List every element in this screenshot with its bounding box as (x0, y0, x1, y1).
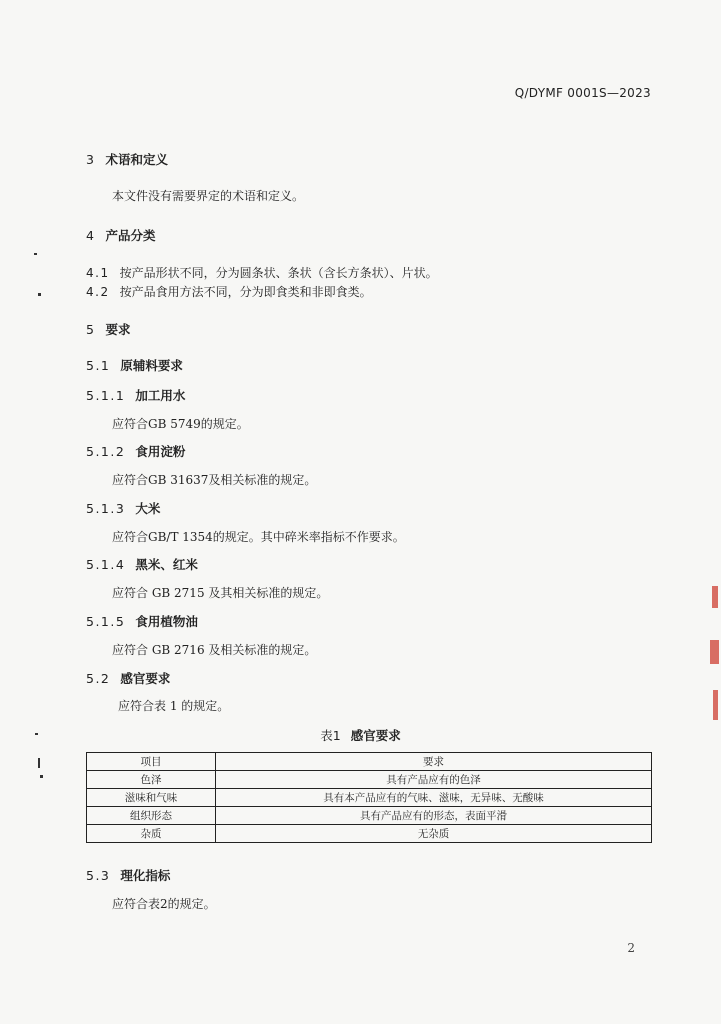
scan-mark (38, 293, 41, 296)
section-5-1-4-body: 应符合 GB 2715 及其相关标准的规定。 (112, 586, 329, 600)
section-5-1-3-heading (86, 499, 160, 517)
table-number: 表1 (320, 728, 341, 743)
section-title: 理化指标 (120, 868, 171, 883)
clause-4-2 (86, 283, 372, 300)
table-cell: 无杂质 (216, 825, 652, 843)
section-number: 5.1.4 (86, 557, 126, 572)
section-4-heading (86, 226, 155, 244)
section-number: 5.1.3 (86, 501, 126, 516)
section-5-3-heading (86, 866, 170, 884)
section-5-1-5-heading (86, 612, 198, 630)
section-number: 5.1.5 (86, 614, 126, 629)
clause-text: 按产品食用方法不同，分为即食类和非即食类。 (119, 285, 372, 299)
section-5-heading (86, 320, 130, 338)
section-5-1-1-body: 应符合GB 5749的规定。 (112, 417, 249, 431)
section-5-1-3-body: 应符合GB/T 1354的规定。其中碎米率指标不作要求。 (112, 530, 405, 544)
section-5-2-heading (86, 669, 170, 687)
section-5-1-5-body: 应符合 GB 2716 及相关标准的规定。 (112, 643, 317, 657)
table-cell: 滋味和气味 (87, 789, 216, 807)
section-title: 食用淀粉 (135, 444, 186, 459)
table-1-caption (0, 726, 721, 744)
section-title: 要求 (105, 322, 131, 337)
seal-edge-mark (712, 586, 718, 608)
table-cell: 具有本产品应有的气味、滋味，无异味、无酸味 (216, 789, 652, 807)
section-number: 5.1 (86, 358, 111, 373)
scan-mark (40, 775, 43, 778)
table-header-cell: 项目 (87, 753, 216, 771)
section-title: 术语和定义 (105, 152, 168, 167)
table-cell: 具有产品应有的色泽 (216, 771, 652, 789)
section-title: 黑米、红米 (135, 557, 198, 572)
section-5-2-body: 应符合表 1 的规定。 (118, 699, 230, 713)
section-5-1-2-heading (86, 442, 185, 460)
clause-number: 4.1 (86, 266, 110, 280)
section-title: 产品分类 (105, 228, 156, 243)
scan-mark (38, 758, 40, 768)
clause-number: 4.2 (86, 285, 110, 299)
table-cell: 具有产品应有的形态，表面平滑 (216, 807, 652, 825)
table-cell: 组织形态 (87, 807, 216, 825)
page-number: 2 (627, 941, 635, 955)
section-5-3-body: 应符合表2的规定。 (112, 897, 216, 911)
section-3-body: 本文件没有需要界定的术语和定义。 (112, 189, 305, 203)
section-5-1-heading (86, 356, 183, 374)
scan-mark (34, 253, 37, 255)
table-cell: 色泽 (87, 771, 216, 789)
section-number: 5.1.2 (86, 444, 126, 459)
table-header-cell: 要求 (216, 753, 652, 771)
sensory-requirements-table (86, 752, 652, 843)
table-title: 感官要求 (350, 728, 401, 743)
section-number: 5.2 (86, 671, 111, 686)
table-header-row (87, 753, 652, 771)
section-number: 5.3 (86, 868, 111, 883)
clause-text: 按产品形状不同，分为圆条状、条状（含长方条状）、片状。 (119, 266, 438, 280)
section-number: 5.1.1 (86, 388, 126, 403)
section-number: 3 (86, 152, 96, 167)
table-row (87, 771, 652, 789)
section-title: 感官要求 (120, 671, 171, 686)
seal-edge-mark (710, 640, 719, 664)
section-5-1-1-heading (86, 386, 185, 404)
seal-edge-mark (713, 690, 718, 720)
clause-4-1 (86, 264, 438, 281)
section-number: 4 (86, 228, 96, 243)
section-title: 食用植物油 (135, 614, 198, 629)
scan-mark (35, 733, 38, 735)
table-cell: 杂质 (87, 825, 216, 843)
document-id: Q/DYMF 0001S—2023 (514, 86, 651, 100)
section-number: 5 (86, 322, 96, 337)
section-title: 大米 (135, 501, 161, 516)
table-row (87, 807, 652, 825)
section-title: 加工用水 (135, 388, 186, 403)
section-title: 原辅料要求 (120, 358, 183, 373)
table-row (87, 825, 652, 843)
section-5-1-4-heading (86, 555, 198, 573)
section-3-heading (86, 150, 168, 168)
section-5-1-2-body: 应符合GB 31637及相关标准的规定。 (112, 473, 317, 487)
table-row (87, 789, 652, 807)
